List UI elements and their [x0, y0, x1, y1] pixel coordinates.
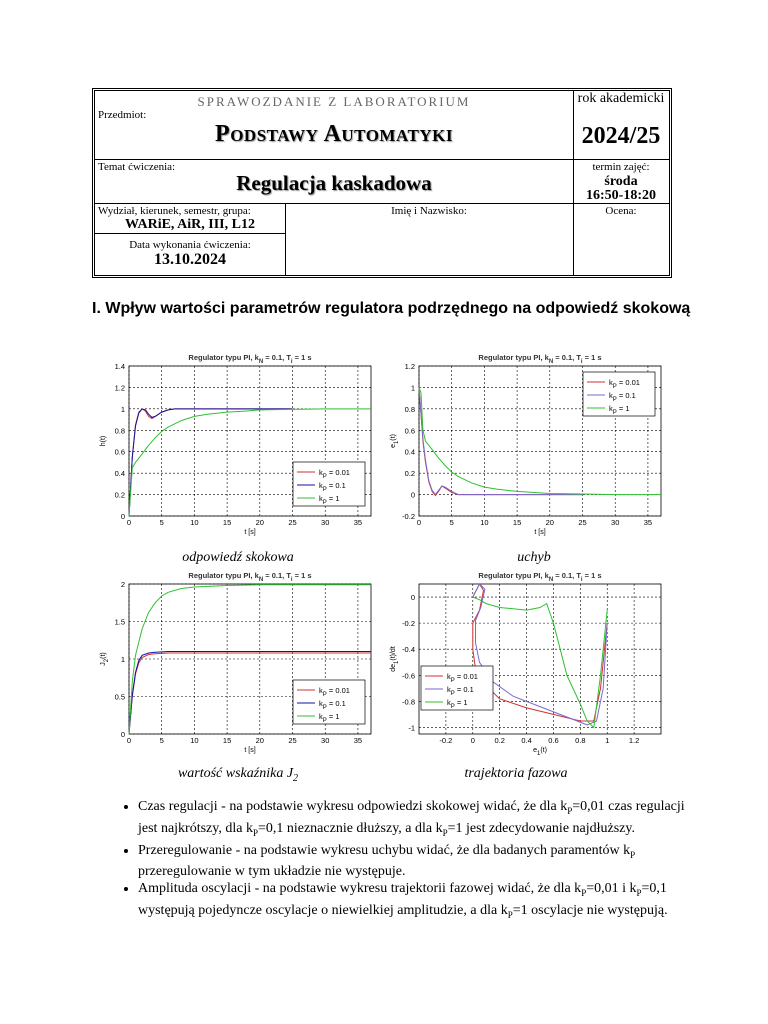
x-tick-label: 30 — [321, 518, 330, 527]
y-axis-label: h(t) — [100, 435, 107, 447]
term-day: środa — [604, 174, 638, 189]
x-tick-label: 1 — [605, 736, 610, 745]
x-tick-label: 0.4 — [521, 736, 532, 745]
chart-title: Regulator typu PI, $k_N = 0.1$, $T_i = 1$ s — [478, 353, 602, 365]
x-axis-label: t [s] — [534, 529, 546, 536]
faculty-label: Wydział, kierunek, semestr, grupa: — [98, 205, 251, 217]
chart-error — [385, 352, 675, 544]
legend-entry: $k_P = 0.01$ — [609, 378, 640, 390]
y-tick-label: 0.4 — [114, 469, 125, 479]
y-axis-label: $e_1(t)$ — [390, 434, 400, 448]
legend-entry: $k_P = 1$ — [319, 712, 340, 724]
x-tick-label: 0 — [470, 736, 475, 745]
date-value: 13.10.2024 — [154, 251, 226, 268]
x-tick-label: 0.6 — [548, 736, 559, 745]
caption-j2-index: wartość wskaźnika $J_2$ — [177, 766, 299, 784]
y-tick-label: 1.2 — [404, 362, 415, 371]
x-tick-label: 30 — [611, 518, 620, 527]
topic-label: Temat ćwiczenia: — [98, 161, 176, 173]
y-tick-label: 1 — [410, 383, 415, 393]
x-tick-label: 10 — [190, 736, 199, 745]
legend-entry: $k_P = 1$ — [609, 404, 630, 416]
x-tick-label: 20 — [255, 736, 264, 745]
legend-entry: $k_P = 0.1$ — [447, 685, 474, 697]
y-tick-label: 0.8 — [404, 404, 415, 414]
y-tick-label: -0.2 — [402, 619, 415, 629]
legend — [583, 372, 655, 416]
x-tick-label: 0 — [126, 518, 132, 527]
legend-entry: $k_P = 0.1$ — [319, 699, 346, 711]
y-tick-label: 0 — [120, 512, 125, 521]
y-tick-label: 0.2 — [114, 490, 125, 500]
x-tick-label: 30 — [321, 736, 330, 745]
x-tick-label: 25 — [288, 736, 297, 745]
caption-error: uchyb — [517, 550, 551, 565]
y-tick-label: -0.4 — [402, 645, 415, 655]
y-axis-label: $de_1(t)/dt$ — [390, 646, 400, 672]
legend — [293, 680, 365, 724]
y-tick-label: 2 — [120, 580, 125, 589]
y-tick-label: 1.5 — [114, 617, 125, 627]
y-tick-label: 0.8 — [114, 426, 125, 436]
x-tick-label: -0.2 — [439, 736, 453, 745]
y-axis-label: $J_2(t)$ — [100, 652, 110, 666]
legend-entry: $k_P = 0.1$ — [319, 481, 346, 493]
caption-phase-trajectory: trajektoria fazowa — [464, 766, 568, 781]
y-tick-label: 0 — [120, 730, 125, 739]
topic-title: Regulacja kaskadowa — [236, 171, 432, 195]
x-tick-label: 5 — [159, 518, 164, 527]
x-tick-label: 10 — [480, 518, 489, 527]
x-tick-label: 25 — [288, 518, 297, 527]
x-tick-label: 5 — [449, 518, 454, 527]
x-axis-label: t [s] — [244, 747, 256, 754]
year-label: rok akademicki — [577, 91, 665, 106]
y-tick-label: 0.6 — [404, 426, 415, 436]
legend-entry: $k_P = 1$ — [319, 494, 340, 506]
legend-entry: $k_P = 0.01$ — [319, 468, 350, 480]
name-label: Imię i Nazwisko: — [391, 205, 467, 217]
conclusions-list — [112, 798, 698, 924]
grade-label: Ocena: — [605, 205, 637, 217]
x-tick-label: 35 — [353, 518, 363, 527]
x-tick-label: 5 — [159, 736, 164, 745]
x-axis-label: $e_1(t)$ — [533, 747, 547, 757]
y-tick-label: -0.6 — [402, 671, 415, 681]
legend-entry: $k_P = 0.01$ — [319, 686, 350, 698]
y-tick-label: 1.2 — [114, 383, 125, 393]
academic-year: 2024/25 — [581, 123, 661, 149]
y-tick-label: -0.2 — [402, 512, 415, 521]
section-heading: I. Wpływ wartości parametrów regulatora podrzędnego na odpowiedź skokową — [92, 300, 691, 317]
x-tick-label: 25 — [578, 518, 587, 527]
x-tick-label: 20 — [255, 518, 264, 527]
x-tick-label: 0.8 — [575, 736, 586, 745]
term-label: termin zajęć: — [592, 161, 650, 173]
x-tick-label: 15 — [222, 518, 232, 527]
legend-entry: $k_P = 1$ — [447, 698, 468, 710]
chart-j2-index — [95, 570, 385, 762]
y-tick-label: 1 — [120, 404, 125, 414]
bullet-overshoot: • Przeregulowanie - na podstawie wykresu uchybu widać, że dla badanych paramentów $k_P$ przeregulowanie w tym układzie nie występuje. — [138, 842, 698, 881]
chart-phase-trajectory — [385, 570, 675, 762]
y-tick-label: 0 — [410, 593, 415, 603]
y-tick-label: 0.2 — [404, 469, 415, 479]
y-tick-label: -0.8 — [402, 697, 415, 707]
chart-title: Regulator typu PI, $k_N = 0.1$, $T_i = 1$ s — [188, 571, 312, 583]
y-tick-label: 1.4 — [114, 362, 125, 371]
x-tick-label: 1.2 — [628, 736, 640, 745]
y-tick-label: -1 — [408, 723, 415, 733]
x-axis-label: t [s] — [244, 529, 256, 536]
legend-entry: $k_P = 0.1$ — [609, 391, 636, 403]
x-tick-label: 20 — [545, 518, 554, 527]
bullet-settling-time: • Czas regulacji - na podstawie wykresu odpowiedzi skokowej widać, że dla $k_P=0,01$ czas regulacji jest najkrótszy, dla $k_P=0,1$ nieznacznie dłuższy, a dla $k_P=1$ jest zdecydowanie najdłuższy. — [138, 798, 698, 842]
term-time: 16:50-18:20 — [586, 188, 656, 203]
subject-title: Podstawy Automatyki — [215, 121, 453, 147]
bullet-oscillation: • Amplituda oscylacji - na podstawie wykresu trajektorii fazowej widać, że dla $k_P=0,01$ i $k_P=0,1$ występują pojedyncze oscylacje o niewielkiej amplitudzie, a dla $k_P=1$ oscylacje nie występują. — [138, 880, 698, 924]
date-label: Data wykonania ćwiczenia: — [129, 239, 251, 251]
y-tick-label: 1 — [120, 655, 125, 664]
x-tick-label: 0 — [126, 736, 132, 745]
y-tick-label: 0 — [410, 490, 415, 500]
x-tick-label: 10 — [190, 518, 199, 527]
y-tick-label: 0.4 — [404, 447, 415, 457]
lab-report-title: SPRAWOZDANIE Z LABORATORIUM — [197, 94, 471, 109]
x-tick-label: 35 — [643, 518, 653, 527]
x-tick-label: 0.2 — [494, 736, 505, 745]
x-tick-label: 0 — [416, 518, 422, 527]
y-tick-label: 0.6 — [114, 447, 125, 457]
legend-entry: $k_P = 0.01$ — [447, 672, 478, 684]
subject-label: Przedmiot: — [98, 109, 147, 121]
legend — [293, 462, 365, 506]
faculty-value: WARiE, AiR, III, L12 — [125, 217, 255, 232]
report-header — [92, 88, 672, 278]
x-tick-label: 15 — [512, 518, 522, 527]
y-tick-label: 0.5 — [114, 692, 125, 702]
chart-title: Regulator typu PI, $k_N = 0.1$, $T_i = 1$ s — [478, 571, 602, 583]
caption-step-response: odpowiedź skokowa — [182, 550, 294, 565]
x-tick-label: 35 — [353, 736, 363, 745]
x-tick-label: 15 — [222, 736, 232, 745]
legend — [421, 666, 493, 710]
chart-step-response — [95, 352, 385, 544]
chart-title: Regulator typu PI, $k_N = 0.1$, $T_i = 1$ s — [188, 353, 312, 365]
